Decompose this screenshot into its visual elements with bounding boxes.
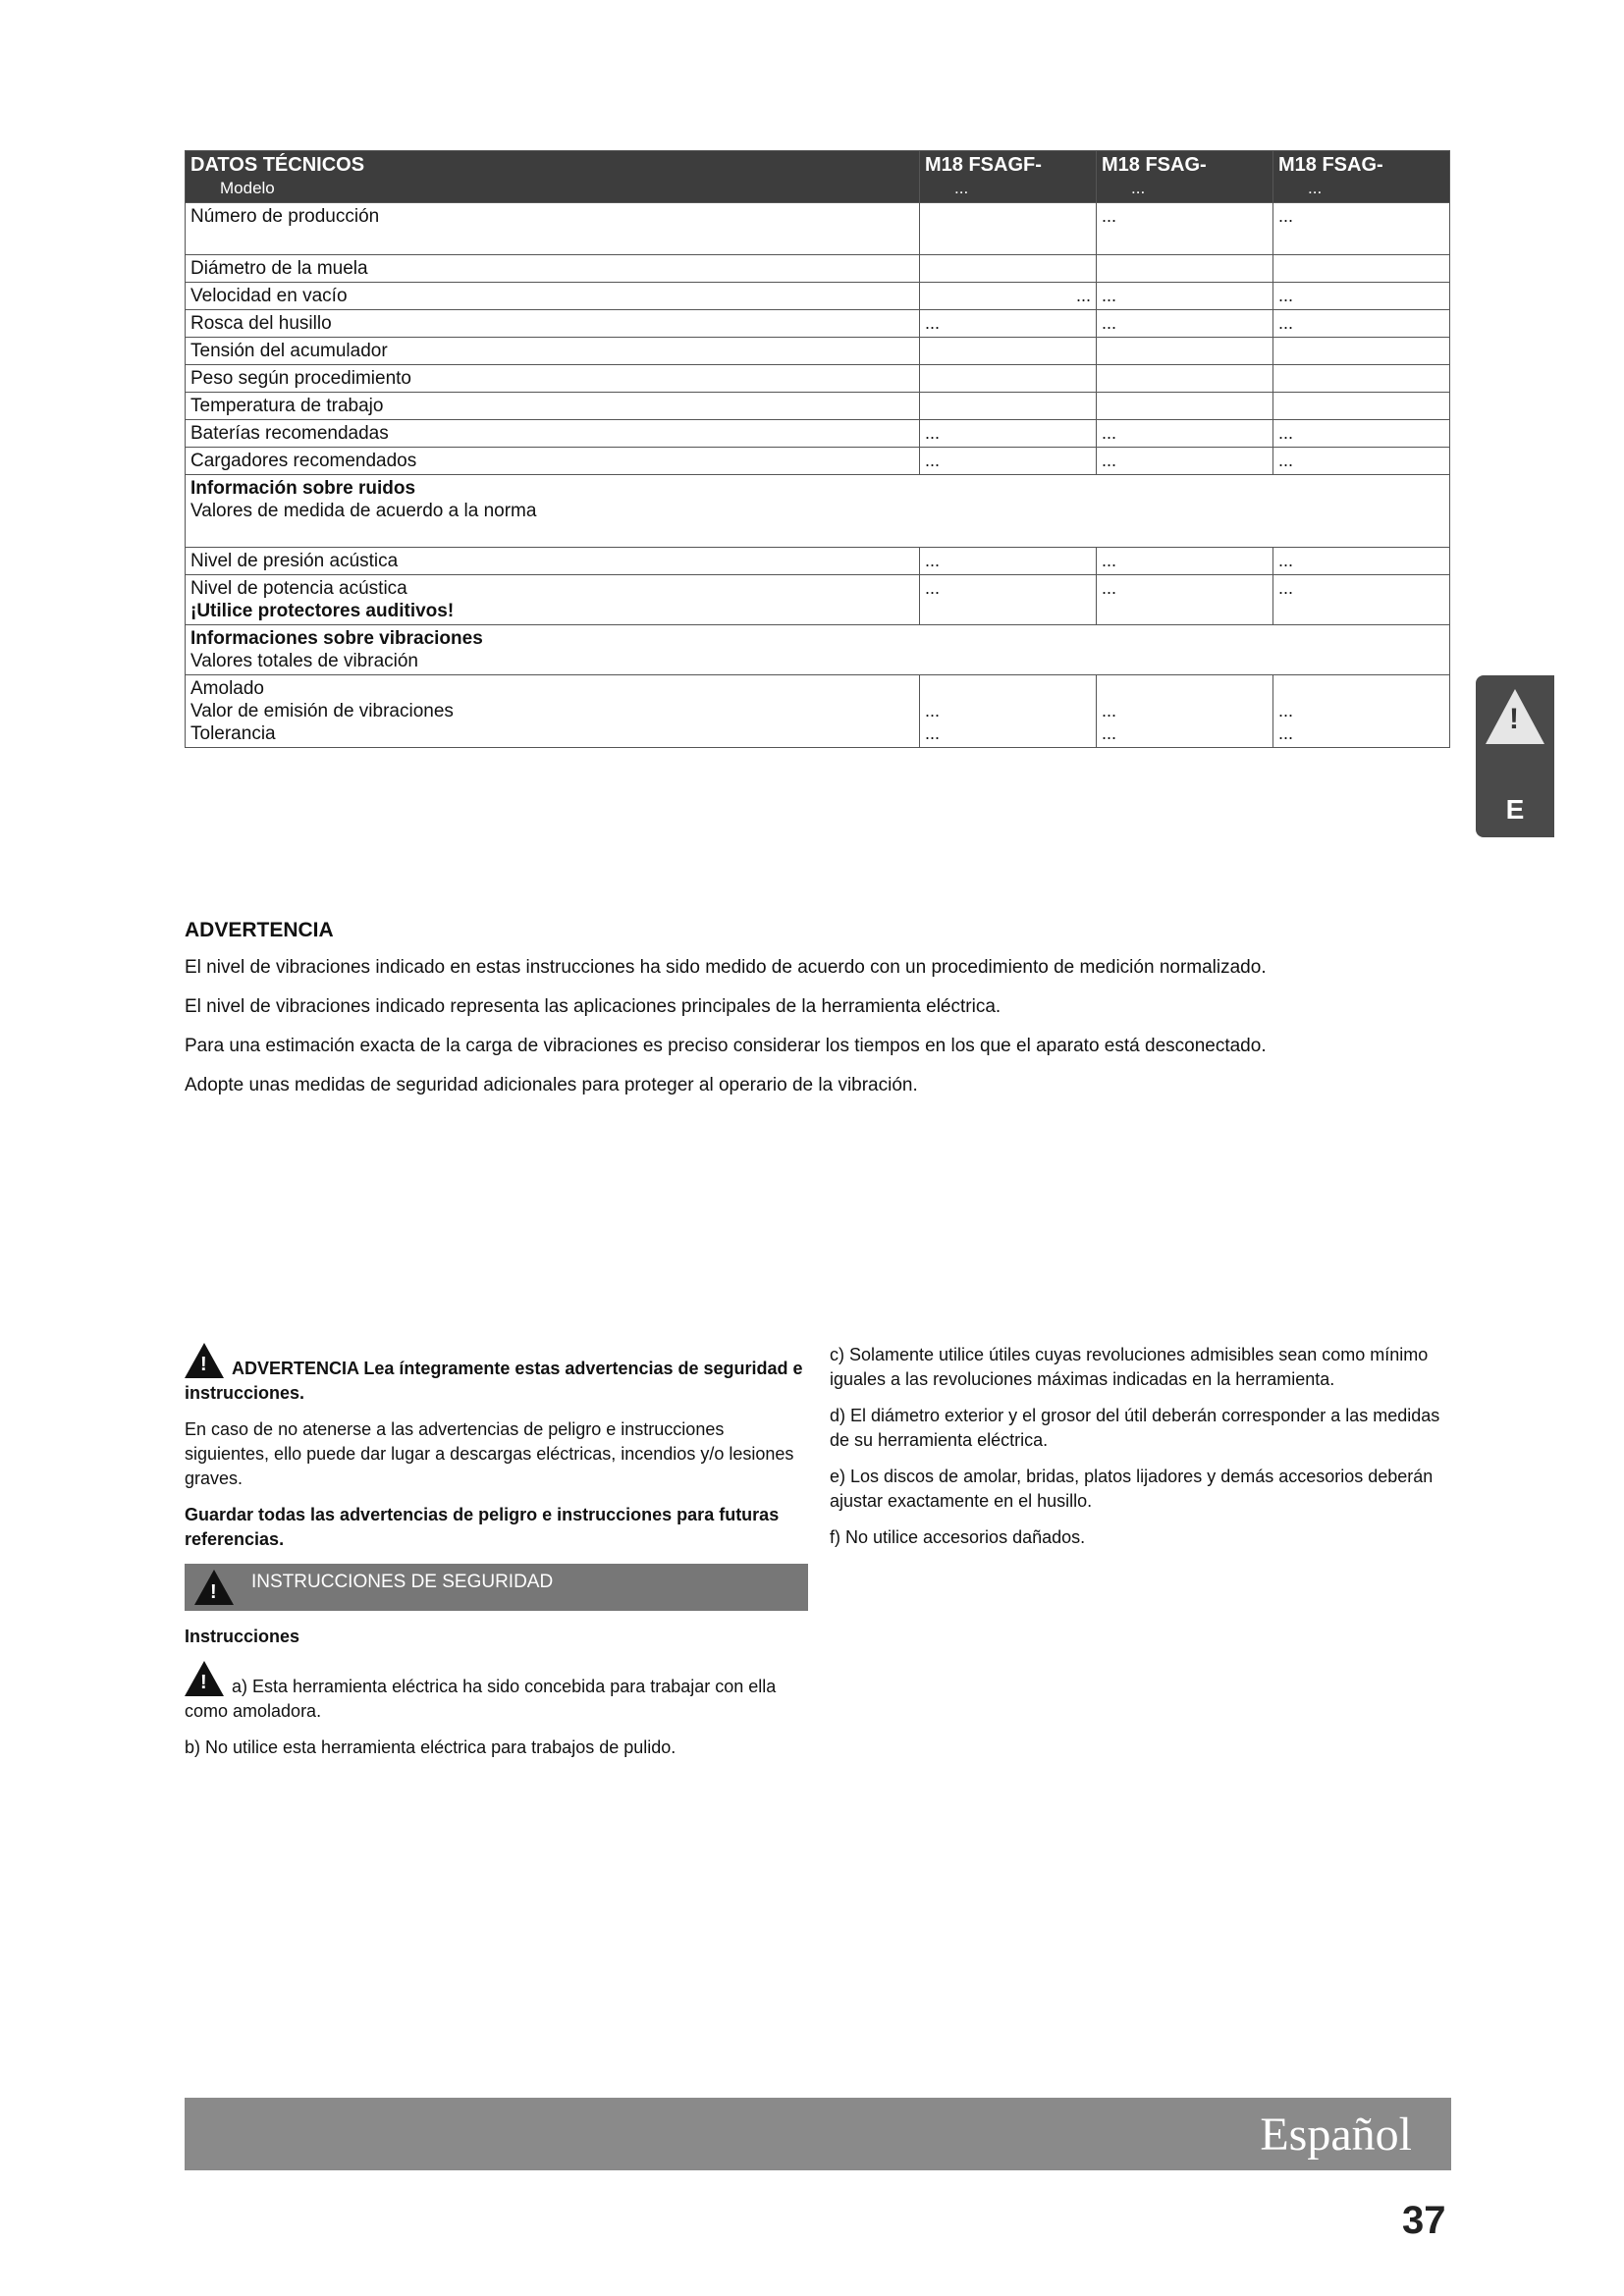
right-column bbox=[830, 1343, 1453, 1562]
noise-section-title: Información sobre ruidos bbox=[190, 478, 416, 499]
instruction-d: d) El diámetro exterior y el grosor del útil deberán corresponder a las medidas de su herramienta eléctrica. bbox=[830, 1406, 1440, 1450]
row-value bbox=[1097, 365, 1273, 393]
row-value: ... bbox=[1273, 575, 1450, 625]
side-tab-letter: E bbox=[1505, 794, 1525, 825]
row-value bbox=[920, 365, 1097, 393]
header-cell-model-2: M18 FSAG- ... bbox=[1097, 151, 1273, 203]
instruction-f: f) No utilice accesorios dañados. bbox=[830, 1527, 1086, 1547]
footer-language-bar bbox=[185, 2098, 1451, 2170]
row-value: ... bbox=[920, 575, 1097, 625]
row-value bbox=[1097, 255, 1273, 283]
header-cell-model-1: M18 FSAGF- ... bbox=[920, 151, 1097, 203]
row-value: ... bbox=[1273, 283, 1450, 310]
table-row bbox=[186, 255, 1450, 283]
vibration-section-title: Informaciones sobre vibraciones bbox=[190, 628, 483, 649]
row-value: ... bbox=[920, 548, 1097, 575]
table-row bbox=[186, 283, 1450, 310]
row-value: ... bbox=[1273, 203, 1450, 255]
row-value: ... bbox=[1273, 310, 1450, 338]
row-value: ... bbox=[1102, 701, 1117, 721]
paragraph: Adopte unas medidas de seguridad adicionales para proteger al operario de la vibración. bbox=[185, 1075, 918, 1095]
row-value: ... bbox=[920, 448, 1097, 475]
row-value bbox=[1097, 338, 1273, 365]
row-value: ... bbox=[1097, 310, 1273, 338]
row-label: Tolerancia bbox=[190, 723, 276, 744]
row-label: Valor de emisión de vibraciones bbox=[190, 701, 454, 721]
instruction-c: c) Solamente utilice útiles cuyas revoluciones admisibles sean como mínimo iguales a las revoluciones máximas indicadas en la herramienta. bbox=[830, 1345, 1429, 1389]
row-value: ... bbox=[1278, 723, 1294, 743]
row-label: Número de producción bbox=[186, 203, 920, 255]
table-row bbox=[186, 448, 1450, 475]
safety-instructions-bar bbox=[185, 1564, 808, 1611]
row-value: ... bbox=[1097, 283, 1273, 310]
language-side-tab bbox=[1476, 675, 1554, 837]
warning-triangle-icon bbox=[185, 1661, 224, 1696]
warning-text: En caso de no atenerse a las advertencias de peligro e instrucciones siguientes, ello puede dar lugar a descargas eléctricas, incendios y/o lesiones graves. bbox=[185, 1419, 794, 1488]
table-row bbox=[186, 575, 1450, 625]
instruction-e: e) Los discos de amolar, bridas, platos lijadores y demás accesorios deberán ajustar exactamente en el husillo. bbox=[830, 1467, 1434, 1511]
table-row bbox=[186, 393, 1450, 420]
warning-heading: ADVERTENCIA bbox=[185, 919, 334, 941]
row-value: ... bbox=[1273, 448, 1450, 475]
header-cell-model-3: M18 FSAG- ... bbox=[1273, 151, 1450, 203]
noise-section-header bbox=[186, 475, 1450, 548]
sub-heading: Instrucciones bbox=[185, 1627, 300, 1646]
row-value: ... bbox=[1097, 420, 1273, 448]
row-value bbox=[920, 203, 1097, 255]
paragraph: El nivel de vibraciones indicado representa las aplicaciones principales de la herramienta eléctrica. bbox=[185, 996, 1001, 1017]
vibration-section-header bbox=[186, 625, 1450, 675]
row-value bbox=[920, 338, 1097, 365]
row-value: ... bbox=[925, 723, 941, 743]
row-label: Rosca del husillo bbox=[186, 310, 920, 338]
page-number: 37 bbox=[1402, 2199, 1446, 2242]
row-label: Baterías recomendadas bbox=[186, 420, 920, 448]
warning-bold-text: Guardar todas las advertencias de peligro e instrucciones para futuras referencias. bbox=[185, 1505, 780, 1549]
row-value: ... bbox=[1097, 448, 1273, 475]
row-value bbox=[920, 393, 1097, 420]
row-label: Peso según procedimiento bbox=[186, 365, 920, 393]
instruction-a: a) Esta herramienta eléctrica ha sido concebida para trabajar con ella como amoladora. bbox=[185, 1677, 777, 1721]
row-label: Diámetro de la muela bbox=[186, 255, 920, 283]
technical-data-table bbox=[185, 150, 1450, 748]
row-value: ... bbox=[1097, 548, 1273, 575]
row-label: Tensión del acumulador bbox=[186, 338, 920, 365]
row-value: ... bbox=[1102, 723, 1117, 743]
row-value: ... bbox=[920, 310, 1097, 338]
table-row bbox=[186, 338, 1450, 365]
instruction-b: b) No utilice esta herramienta eléctrica para trabajos de pulido. bbox=[185, 1737, 677, 1757]
vibration-subheading: Amolado bbox=[190, 678, 264, 699]
row-value: ... bbox=[1278, 701, 1294, 721]
row-label: Nivel de presión acústica bbox=[186, 548, 920, 575]
table-header-row bbox=[186, 151, 1450, 203]
row-value bbox=[1273, 365, 1450, 393]
row-value bbox=[1273, 338, 1450, 365]
row-value: ... bbox=[1097, 203, 1273, 255]
table-row bbox=[186, 365, 1450, 393]
row-value bbox=[1097, 393, 1273, 420]
row-value bbox=[920, 255, 1097, 283]
row-value: ... bbox=[920, 420, 1097, 448]
left-column bbox=[185, 1343, 808, 1772]
row-value: ... bbox=[1273, 420, 1450, 448]
vibration-section-text: Valores totales de vibración bbox=[190, 651, 418, 671]
warning-intro: ADVERTENCIA Lea íntegramente estas advertencias de seguridad e instrucciones. bbox=[185, 1359, 803, 1403]
row-label: Cargadores recomendados bbox=[186, 448, 920, 475]
row-label: Nivel de potencia acústica bbox=[190, 578, 407, 599]
paragraph: Para una estimación exacta de la carga de vibraciones es preciso considerar los tiempos en los que el aparato está desconectado. bbox=[185, 1036, 1267, 1056]
safety-bar-label: INSTRUCCIONES DE SEGURIDAD bbox=[251, 1572, 554, 1592]
noise-footnote: ¡Utilice protectores auditivos! bbox=[190, 601, 455, 621]
row-value: ... bbox=[925, 701, 941, 721]
table-row bbox=[186, 310, 1450, 338]
warning-triangle-icon bbox=[185, 1343, 224, 1378]
row-value: ... bbox=[1097, 575, 1273, 625]
header-cell-specs: DATOS TÉCNICOS Modelo bbox=[186, 151, 920, 203]
row-value bbox=[1273, 393, 1450, 420]
row-value: ... bbox=[1273, 548, 1450, 575]
row-label: Velocidad en vacío bbox=[186, 283, 920, 310]
row-label: Temperatura de trabajo bbox=[186, 393, 920, 420]
table-row bbox=[186, 548, 1450, 575]
footer-language: Español bbox=[1260, 2109, 1412, 2161]
table-row bbox=[186, 203, 1450, 255]
table-row bbox=[186, 675, 1450, 748]
vibration-warning-text bbox=[185, 918, 1451, 1112]
warning-icon bbox=[1486, 689, 1544, 744]
paragraph: El nivel de vibraciones indicado en estas instrucciones ha sido medido de acuerdo con un procedimiento de medición normalizado. bbox=[185, 957, 1267, 978]
noise-section-text: Valores de medida de acuerdo a la norma bbox=[190, 501, 537, 521]
warning-triangle-icon bbox=[194, 1570, 234, 1605]
row-value bbox=[1273, 255, 1450, 283]
row-value: ... bbox=[920, 283, 1097, 310]
table-row bbox=[186, 420, 1450, 448]
